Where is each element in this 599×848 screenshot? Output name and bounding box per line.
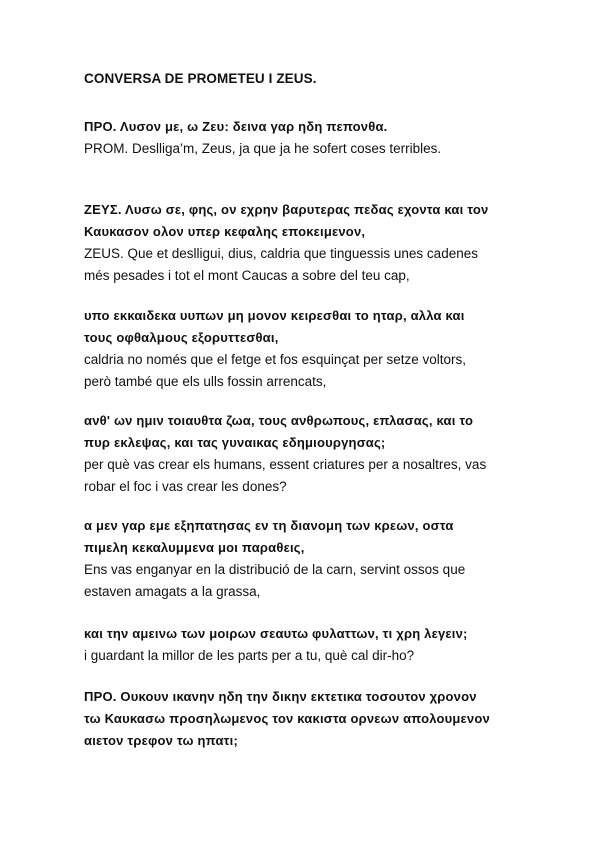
greek-line: Καυκασον ολον υπερ κεφαλης εποκειμενον, — [84, 224, 366, 239]
greek-line: πυρ εκλεψας, και τας γυναικας εδημιουργησας; — [84, 435, 386, 450]
greek-line: ΠΡΟ. Λυσον με, ω Ζευ: δεινα γαρ ηδη πεπονθα. — [84, 119, 388, 134]
catalan-translation — [84, 349, 520, 393]
catalan-line: i guardant la millor de les parts per a tu, què cal dir-ho? — [84, 648, 415, 663]
greek-line: ανθ' ων ημιν τοιαυθτα ζωα, τους ανθρωπους, επλασας, και το — [84, 413, 474, 428]
greek-text — [84, 305, 520, 349]
document-title: CONVERSA DE PROMETEU I ZEUS. — [84, 71, 317, 86]
greek-line: τους οφθαλμους εξορυττεσθαι, — [84, 330, 279, 345]
catalan-line: ZEUS. Que et deslligui, dius, caldria que tinguessis unes cadenes — [84, 246, 478, 261]
greek-line: α μεν γαρ εμε εξηπατησας εν τη διανομη των κρεων, οστα — [84, 518, 454, 533]
greek-text — [84, 199, 520, 243]
greek-line: πιμελη κεκαλυμμενα μοι παραθεις, — [84, 540, 305, 555]
catalan-line: caldria no només que el fetge et fos esquinçat per setze voltors, — [84, 352, 466, 367]
catalan-line: més pesades i tot el mont Caucas a sobre del teu cap, — [84, 268, 410, 283]
dialogue-section-4 — [84, 410, 520, 498]
catalan-line: estaven amagats a la grassa, — [84, 584, 261, 599]
dialogue-section-1 — [84, 116, 520, 160]
catalan-line: per què vas crear els humans, essent criatures per a nosaltres, vas — [84, 457, 487, 472]
catalan-translation — [84, 454, 520, 498]
catalan-line: PROM. Deslliga’m, Zeus, ja que ja he sofert coses terribles. — [84, 141, 442, 156]
greek-text — [84, 686, 520, 752]
greek-text — [84, 116, 520, 138]
greek-line: ΠΡΟ. Ουκουν ικανην ηδη την δικην εκτετικα τοσουτον χρονον — [84, 689, 477, 704]
catalan-translation — [84, 138, 520, 160]
greek-line: ΖΕΥΣ. Λυσω σε, φης, ον εχρην βαρυτερας πεδας εχοντα και τον — [84, 202, 489, 217]
dialogue-section-7 — [84, 686, 520, 752]
dialogue-section-6 — [84, 623, 520, 667]
catalan-translation — [84, 559, 520, 603]
greek-text — [84, 515, 520, 559]
dialogue-section-2 — [84, 199, 520, 287]
dialogue-section-3 — [84, 305, 520, 393]
greek-line: αιετον τρεφον τω ηπατι; — [84, 733, 238, 748]
greek-line: και την αμεινω των μοιρων σεαυτω φυλαττων, τι χρη λεγειν; — [84, 626, 468, 641]
greek-line: τω Καυκασω προσηλωμενος τον κακιστα ορνεων απολουμενον — [84, 711, 490, 726]
greek-text — [84, 623, 520, 645]
catalan-line: Ens vas enganyar en la distribució de la carn, servint ossos que — [84, 562, 466, 577]
catalan-line: però també que els ulls fossin arrencats, — [84, 374, 327, 389]
greek-text — [84, 410, 520, 454]
greek-line: υπο εκκαιδεκα υυπων μη μονον κειρεσθαι το ηταρ, αλλα και — [84, 308, 465, 323]
dialogue-section-5 — [84, 515, 520, 603]
catalan-translation — [84, 243, 520, 287]
catalan-line: robar el foc i vas crear les dones? — [84, 479, 287, 494]
catalan-translation — [84, 645, 520, 667]
